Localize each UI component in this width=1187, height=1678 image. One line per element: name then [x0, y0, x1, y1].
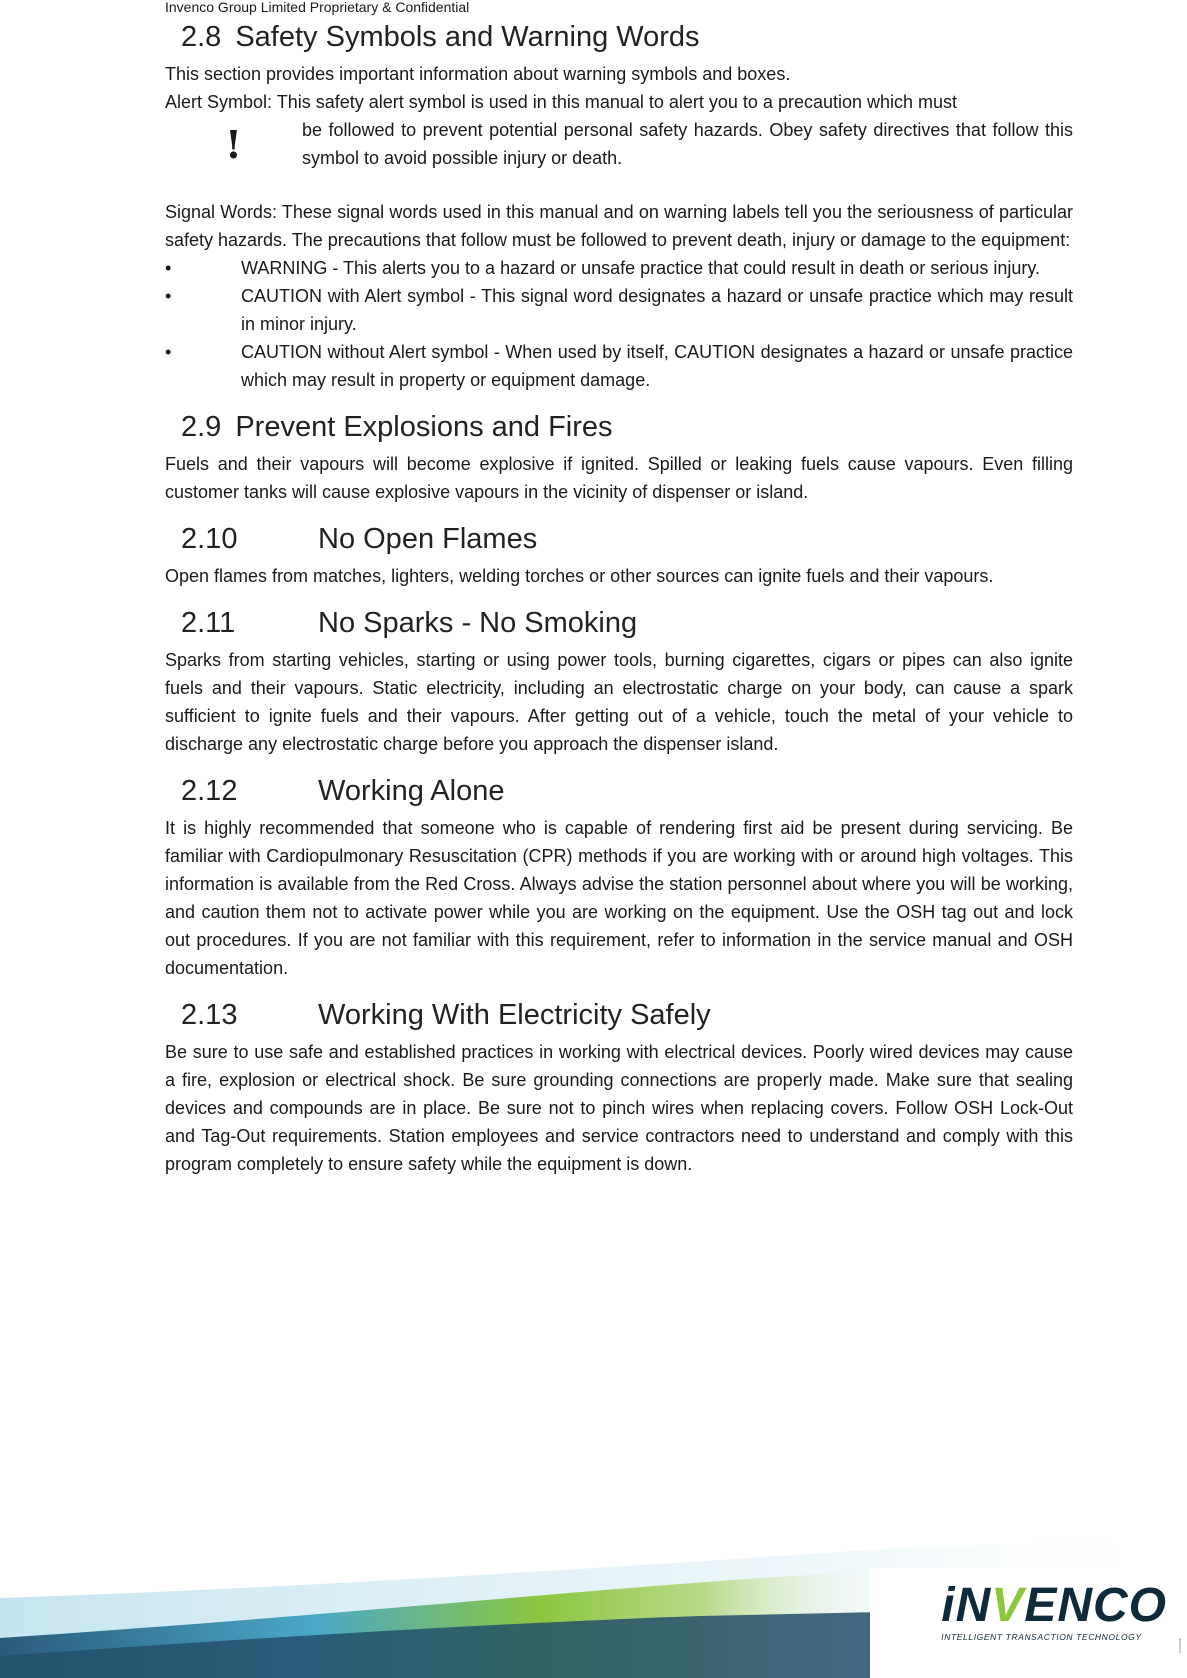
bullet-mark: • — [165, 286, 172, 306]
list-item-text: CAUTION without Alert symbol - When used by itself, CAUTION designates a hazard or unsafe practice which may result in property or equipment damage. — [241, 342, 1073, 390]
section-number: 2.10 — [181, 523, 238, 555]
alert-body-text: be followed to prevent potential personal safety hazards. Obey safety directives that follow this symbol to avoid possible injury or death. — [302, 120, 1073, 168]
section-heading — [165, 520, 1073, 558]
section-2-13 — [165, 996, 1073, 1178]
section-2-8 — [165, 18, 1073, 394]
section-title: Safety Symbols and Warning Words — [235, 21, 700, 53]
alert-symbol-block — [165, 88, 1073, 172]
invenco-logo — [941, 1579, 1167, 1642]
section-intro: This section provides important information about warning symbols and boxes. — [165, 64, 791, 84]
section-2-11 — [165, 604, 1073, 758]
section-number: 2.11 — [181, 607, 236, 639]
list-item-text: CAUTION with Alert symbol - This signal word designates a hazard or unsafe practice which may result in minor injury. — [241, 286, 1073, 334]
signal-words-text: Signal Words: These signal words used in this manual and on warning labels tell you the seriousness of particular safety hazards. The precautions that follow must be followed to prevent death, injury or damage to the equipment: — [165, 202, 1073, 250]
section-heading — [165, 408, 1073, 446]
section-title: Working Alone — [318, 775, 505, 807]
bullet-mark: • — [165, 342, 172, 362]
list-item-text: WARNING - This alerts you to a hazard or unsafe practice that could result in death or serious injury. — [241, 258, 1041, 278]
section-2-9 — [165, 408, 1073, 506]
list-item — [165, 338, 1073, 394]
section-heading — [165, 996, 1073, 1034]
section-title: Working With Electricity Safely — [318, 999, 711, 1031]
section-2-10 — [165, 520, 1073, 590]
list-item — [165, 282, 1073, 338]
signal-words-list — [165, 254, 1073, 394]
section-body: Open flames from matches, lighters, welding torches or other sources can ignite fuels and their vapours. — [165, 566, 994, 586]
logo-tagline: INTELLIGENT TRANSACTION TECHNOLOGY — [941, 1632, 1142, 1642]
section-body: Sparks from starting vehicles, starting or using power tools, burning cigarettes, cigars or pipes can also ignite fuels and their vapours. Static electricity, including an electrostatic charge on your body, can cause a spark sufficient to ignite fuels and their vapours. After getting out of a vehicle, touch the metal of your vehicle to discharge any electrostatic charge before you approach the dispenser island. — [165, 650, 1073, 754]
section-heading — [165, 772, 1073, 810]
section-body: Be sure to use safe and established practices in working with electrical devices. Poorly wired devices may cause a fire, explosion or electrical shock. Be sure grounding connections are properly made. Make sure that sealing devices and compounds are in place. Be sure not to pinch wires when replacing covers. Follow OSH Lock-Out and Tag-Out requirements. Station employees and service contractors need to understand and comply with this program completely to ensure safety while the equipment is down. — [165, 1042, 1073, 1174]
logo-part: ENCO — [1024, 1579, 1167, 1632]
header-confidential-note: Invenco Group Limited Proprietary & Confidential — [165, 0, 470, 15]
section-number: 2.8 — [181, 21, 222, 53]
logo-part: V — [991, 1579, 1025, 1632]
section-2-12 — [165, 772, 1073, 982]
section-number: 2.13 — [181, 999, 238, 1031]
logo-wordmark — [941, 1579, 1167, 1632]
section-body: Fuels and their vapours will become explosive if ignited. Spilled or leaking fuels cause vapours. Even filling customer tanks will cause explosive vapours in the vicinity of dispenser or island. — [165, 454, 1073, 502]
alert-exclamation-icon: ! — [225, 121, 242, 167]
section-number: 2.12 — [181, 775, 238, 807]
logo-part: iN — [941, 1579, 992, 1632]
section-heading — [165, 604, 1073, 642]
section-body: It is highly recommended that someone who is capable of rendering first aid be present during servicing. Be familiar with Cardiopulmonary Resuscitation (CPR) methods if you are working with or around high voltages. This information is available from the Red Cross. Always advise the station personnel about where you will be working, and caution them not to activate power while you are working on the equipment. Use the OSH tag out and lock out procedures. If you are not familiar with this requirement, refer to information in the service manual and OSH documentation. — [165, 818, 1073, 978]
section-number: 2.9 — [181, 411, 222, 443]
bullet-mark: • — [165, 258, 172, 278]
list-item — [165, 254, 1073, 282]
document-content — [165, 18, 1073, 1178]
section-title: Prevent Explosions and Fires — [235, 411, 613, 443]
section-title: No Sparks - No Smoking — [318, 607, 638, 639]
section-title: No Open Flames — [318, 523, 538, 555]
alert-lead-text: Alert Symbol: This safety alert symbol is used in this manual to alert you to a precaution which must — [165, 92, 958, 112]
section-heading — [165, 18, 1073, 56]
